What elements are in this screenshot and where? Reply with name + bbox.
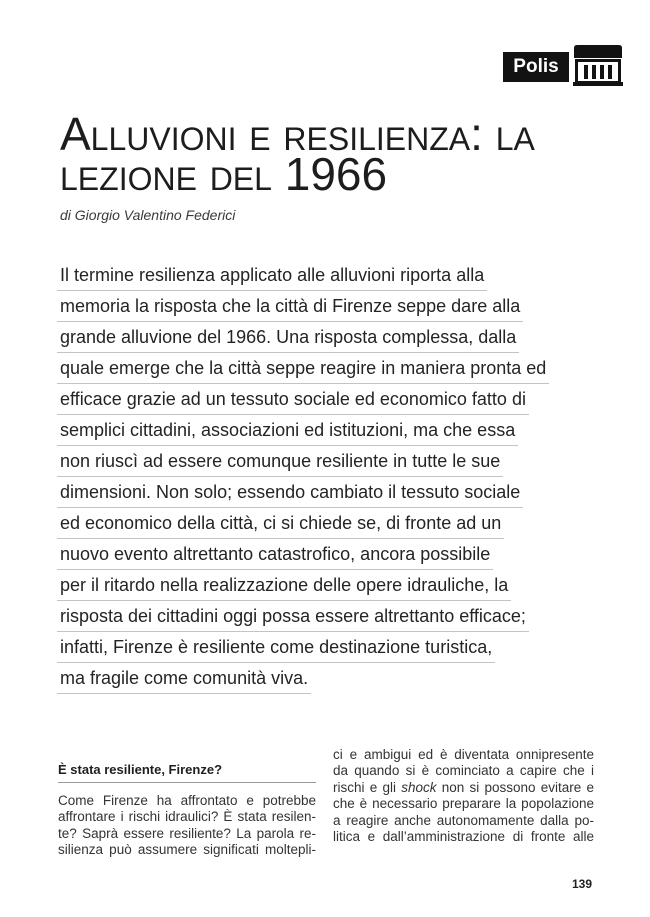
lead-line bbox=[60, 356, 549, 387]
lead-line bbox=[60, 604, 549, 635]
lead-line bbox=[60, 542, 549, 573]
lead-line-text: grande alluvione del 1966. Una risposta complessa, dalla bbox=[57, 325, 519, 353]
body-line: affrontare i rischi idraulici? È stata resilen- bbox=[58, 809, 316, 825]
lead-line bbox=[60, 666, 549, 697]
lead-line-text: ed economico della città, ci si chiede se, di fronte ad un bbox=[57, 511, 504, 539]
lead-line-text: semplici cittadini, associazioni ed istituzioni, ma che essa bbox=[57, 418, 518, 446]
body-line: che è necessario preparare la popolazione bbox=[333, 796, 594, 812]
lead-line-text: Il termine resilienza applicato alle alluvioni riporta alla bbox=[57, 263, 487, 291]
lead-line bbox=[60, 511, 549, 542]
lead-line bbox=[60, 325, 549, 356]
lead-line-text: non riuscì ad essere comunque resiliente in tutte le sue bbox=[57, 449, 503, 477]
lead-line bbox=[60, 635, 549, 666]
lead-line-text: infatti, Firenze è resiliente come destinazione turistica, bbox=[57, 635, 495, 663]
lead-line bbox=[60, 387, 549, 418]
lead-line bbox=[60, 449, 549, 480]
body-line: litica e dall’amministrazione di fronte alle bbox=[333, 828, 594, 844]
lead-line bbox=[60, 480, 549, 511]
body-line: te? Saprà essere resiliente? La parola re- bbox=[58, 825, 316, 841]
body-text: non si possono evitare e bbox=[436, 779, 594, 795]
building-columns-icon bbox=[573, 44, 623, 86]
page-number: 139 bbox=[572, 877, 593, 891]
body-line: da quando si è cominciato a capire che i bbox=[333, 763, 594, 779]
body-line bbox=[333, 780, 594, 796]
body-line: silienza può assumere significati moltepli- bbox=[58, 842, 316, 858]
body-line: ci e ambigui ed è diventata onnipresente bbox=[333, 747, 594, 762]
section-badge bbox=[503, 52, 569, 82]
body-text: rischi e gli bbox=[333, 779, 402, 795]
lead-line bbox=[60, 294, 549, 325]
lead-line-text: memoria la risposta che la città di Firenze seppe dare alla bbox=[57, 294, 523, 322]
lead-paragraph bbox=[60, 263, 549, 697]
section-heading: È stata resiliente, Firenze? bbox=[58, 762, 316, 783]
lead-line bbox=[60, 263, 549, 294]
lead-line-text: per il ritardo nella realizzazione delle opere idrauliche, la bbox=[57, 573, 511, 601]
lead-line bbox=[60, 573, 549, 604]
section-label: Polis bbox=[513, 56, 559, 77]
lead-line bbox=[60, 418, 549, 449]
lead-line-text: ma fragile come comunità viva. bbox=[57, 666, 311, 694]
article-title: Alluvioni e resilienza: la lezione del 1966 bbox=[60, 108, 535, 200]
lead-line-text: efficace grazie ad un tessuto sociale ed economico fatto di bbox=[57, 387, 529, 415]
left-column bbox=[58, 762, 316, 859]
byline: di Giorgio Valentino Federici bbox=[60, 207, 236, 223]
lead-line-text: dimensioni. Non solo; essendo cambiato il tessuto sociale bbox=[57, 480, 523, 508]
lead-line-text: risposta dei cittadini oggi possa essere altrettanto efficace; bbox=[57, 604, 529, 632]
lead-line-text: quale emerge che la città seppe reagire in maniera pronta ed bbox=[57, 356, 549, 384]
emphasized-word: shock bbox=[401, 779, 437, 795]
body-line: Come Firenze ha affrontato e potrebbe bbox=[58, 793, 316, 808]
right-column bbox=[333, 747, 594, 845]
body-line: a reagire anche autonomamente dalla po- bbox=[333, 812, 594, 828]
lead-line-text: nuovo evento altrettanto catastrofico, ancora possibile bbox=[57, 542, 493, 570]
